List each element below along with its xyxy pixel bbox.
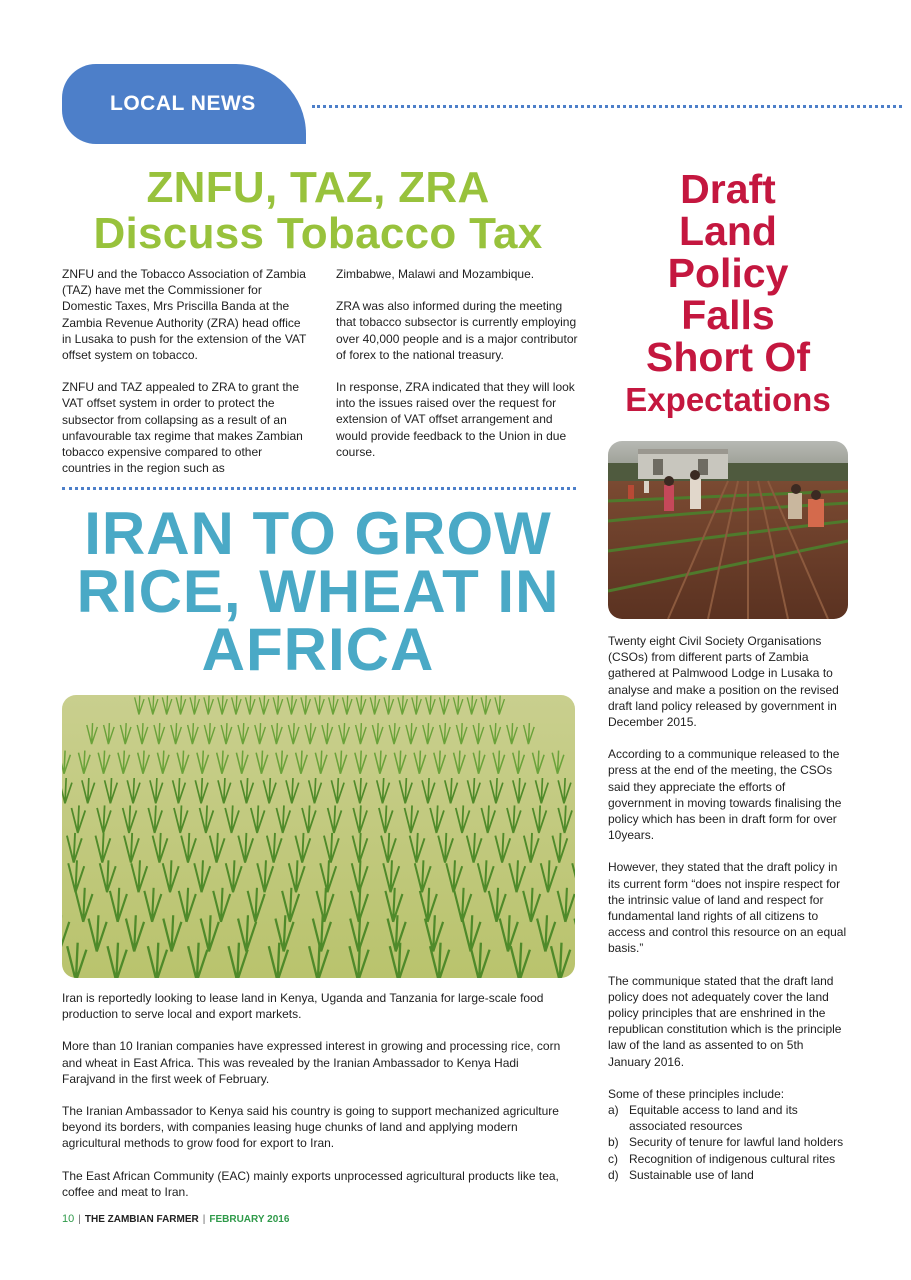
page-footer: 10 | THE ZAMBIAN FARMER | FEBRUARY 2016 (62, 1213, 290, 1225)
section-tab (62, 64, 306, 144)
paragraph: More than 10 Iranian companies have expressed interest in growing and processing rice, corn and wheat in East Africa. This was revealed by the Iranian Ambassador to Kenya Hadi Farajvand in the first week of February. (62, 1039, 561, 1086)
paragraph: Some of these principles include: (608, 1086, 785, 1101)
paragraph: The communique stated that the draft land policy does not adequately cover the land policy principles that are enshrined in the republican constitution which is the principle law of the land as assented to on 5th January 2016. (608, 973, 842, 1069)
paragraph: The Iranian Ambassador to Kenya said his country is going to support mechanized agriculture beyond its borders, with companies leasing huge chunks of land and applying modern agricultural methods to grow food for export to Iran. (62, 1104, 559, 1151)
farm-workers-photo (608, 441, 848, 619)
issue-date: FEBRUARY 2016 (209, 1214, 290, 1225)
rice-field-photo (62, 695, 575, 978)
list-item: d) Sustainable use of land (608, 1167, 754, 1182)
paragraph: Twenty eight Civil Society Organisations (CSOs) from different parts of Zambia gathered at Palmwood Lodge in Lusaka to analyse and make a position on the revised draft land policy released by government in December 2015. (608, 634, 839, 730)
list-item: b) Security of tenure for lawful land holders (608, 1135, 844, 1150)
iran-body (62, 990, 574, 1216)
paragraph: ZRA was also informed during the meeting that tobacco subsector is currently employing over 40,000 people and is a major contributor of forex to the national treasury. (336, 299, 578, 362)
land-policy-headline: Draft Land Policy Falls Short Of Expectations (625, 166, 831, 418)
paragraph: However, they stated that the draft policy in its current form “does not inspire respect for the intrinsic value of land and respect for fundamental land rights of all citizens to access and control this resource on an equal basis.” (608, 860, 847, 956)
paragraph: The East African Community (EAC) mainly exports unprocessed agricultural products like tea, coffee and meat to Iran. (62, 1168, 559, 1199)
publication-name: THE ZAMBIAN FARMER (84, 1214, 199, 1225)
middle-dotted-divider (62, 487, 576, 490)
iran-headline: IRAN TO GROW RICE, WHEAT IN AFRICA (76, 500, 560, 683)
paragraph: ZNFU and the Tobacco Association of Zambia (TAZ) have met the Commissioner for Domestic Taxes, Mrs Priscilla Banda at the Zambia Revenue Authority (ZRA) head office in Lusaka to push for the extension of the VAT offset system on tobacco. (62, 267, 307, 363)
page-number: 10 (62, 1213, 75, 1225)
land-policy-body (608, 633, 848, 1183)
paragraph: Iran is reportedly looking to lease land in Kenya, Uganda and Tanzania for large-scale food production to serve local and export markets. (62, 991, 544, 1022)
list-item: c) Recognition of indigenous cultural rites (608, 1151, 836, 1166)
section-label: LOCAL NEWS (110, 92, 256, 115)
paragraph: Zimbabwe, Malawi and Mozambique. (336, 267, 535, 281)
paragraph: In response, ZRA indicated that they will look into the issues raised over the request for extension of VAT offset arrangement and would provide feedback to the Union in due course. (336, 380, 575, 459)
top-dotted-divider (312, 105, 902, 108)
paragraph: ZNFU and TAZ appealed to ZRA to grant the VAT offset system in order to protect the subsector from collapsing as a result of an unfavourable tax regime that makes Zambian tobacco expensive compared to other countries in the region such as (62, 380, 303, 476)
tobacco-column-1 (62, 266, 307, 492)
tobacco-column-2 (336, 266, 581, 476)
principles-list (608, 1102, 848, 1183)
list-item: a) Equitable access to land and its associated resources (608, 1103, 798, 1134)
paragraph: According to a communique released to the press at the end of the meeting, the CSOs said they appreciate the efforts of government in moving towards finalising the policy which has been in draft form for over 10years. (608, 747, 842, 843)
tobacco-headline: ZNFU, TAZ, ZRA Discuss Tobacco Tax (93, 163, 543, 258)
